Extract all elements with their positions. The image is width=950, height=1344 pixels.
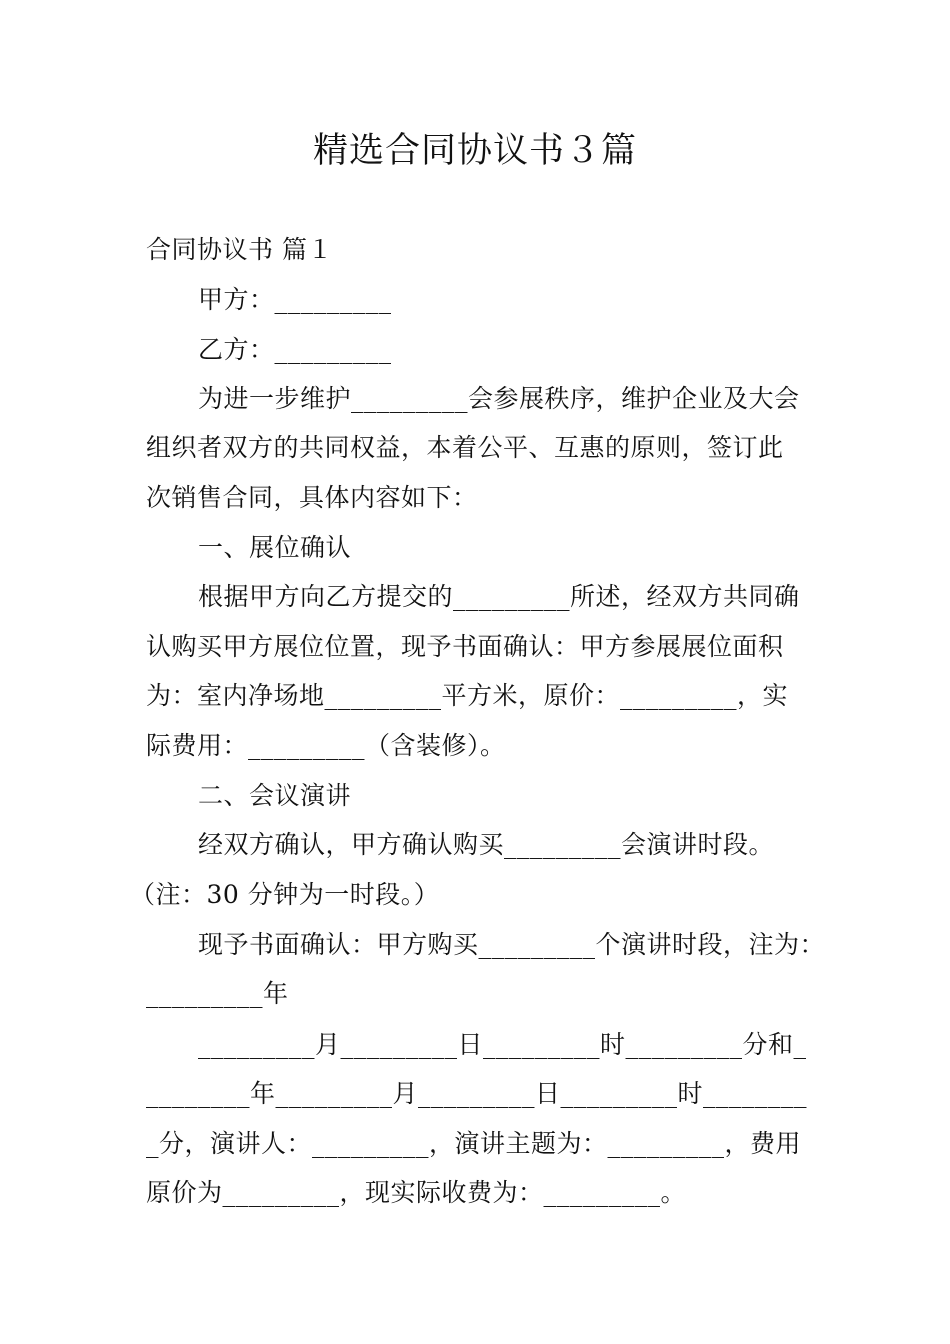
paragraph-line: _________月_________日_________时_________分和_ (198, 1030, 807, 1059)
paragraph-line: 根据甲方向乙方提交的_________所述，经双方共同确 (198, 582, 800, 611)
paragraph-line: _分，演讲人：_________，演讲主题为：_________，费用 (146, 1129, 802, 1158)
paragraph-line: 组织者双方的共同权益，本着公平、互惠的原则，签订此 (146, 433, 784, 462)
document-title: 精选合同协议书３篇 (312, 131, 637, 171)
party-a-line: 甲方：_________ (198, 285, 392, 314)
paragraph-line: 际费用：_________（含装修）。 (146, 731, 506, 760)
clause-heading: 一、展位确认 (198, 533, 352, 562)
paragraph-line: ________年_________月_________日_________时________ (146, 1079, 808, 1108)
clause-heading: 二、会议演讲 (198, 781, 352, 810)
paragraph-line: 为进一步维护_________会参展秩序，维护企业及大会 (198, 384, 800, 413)
paragraph-line: 现予书面确认：甲方购买_________个演讲时段，注为： (198, 930, 826, 959)
paragraph-line: 认购买甲方展位位置，现予书面确认：甲方参展展位面积 (146, 632, 784, 661)
paragraph-line: 为：室内净场地_________平方米，原价：_________，实 (146, 681, 789, 710)
paragraph-line: 原价为_________，现实际收费为：_________。 (146, 1178, 687, 1207)
paragraph-line: 经双方确认，甲方确认购买_________会演讲时段。 (198, 830, 775, 859)
paragraph-line: 次销售合同，具体内容如下： (146, 483, 478, 512)
paragraph-line: _________年 (146, 979, 289, 1008)
party-b-line: 乙方：_________ (198, 335, 392, 364)
section-heading: 合同协议书 篇１ (146, 235, 333, 264)
note-line: （注：30 分钟为一时段。） (130, 880, 440, 909)
